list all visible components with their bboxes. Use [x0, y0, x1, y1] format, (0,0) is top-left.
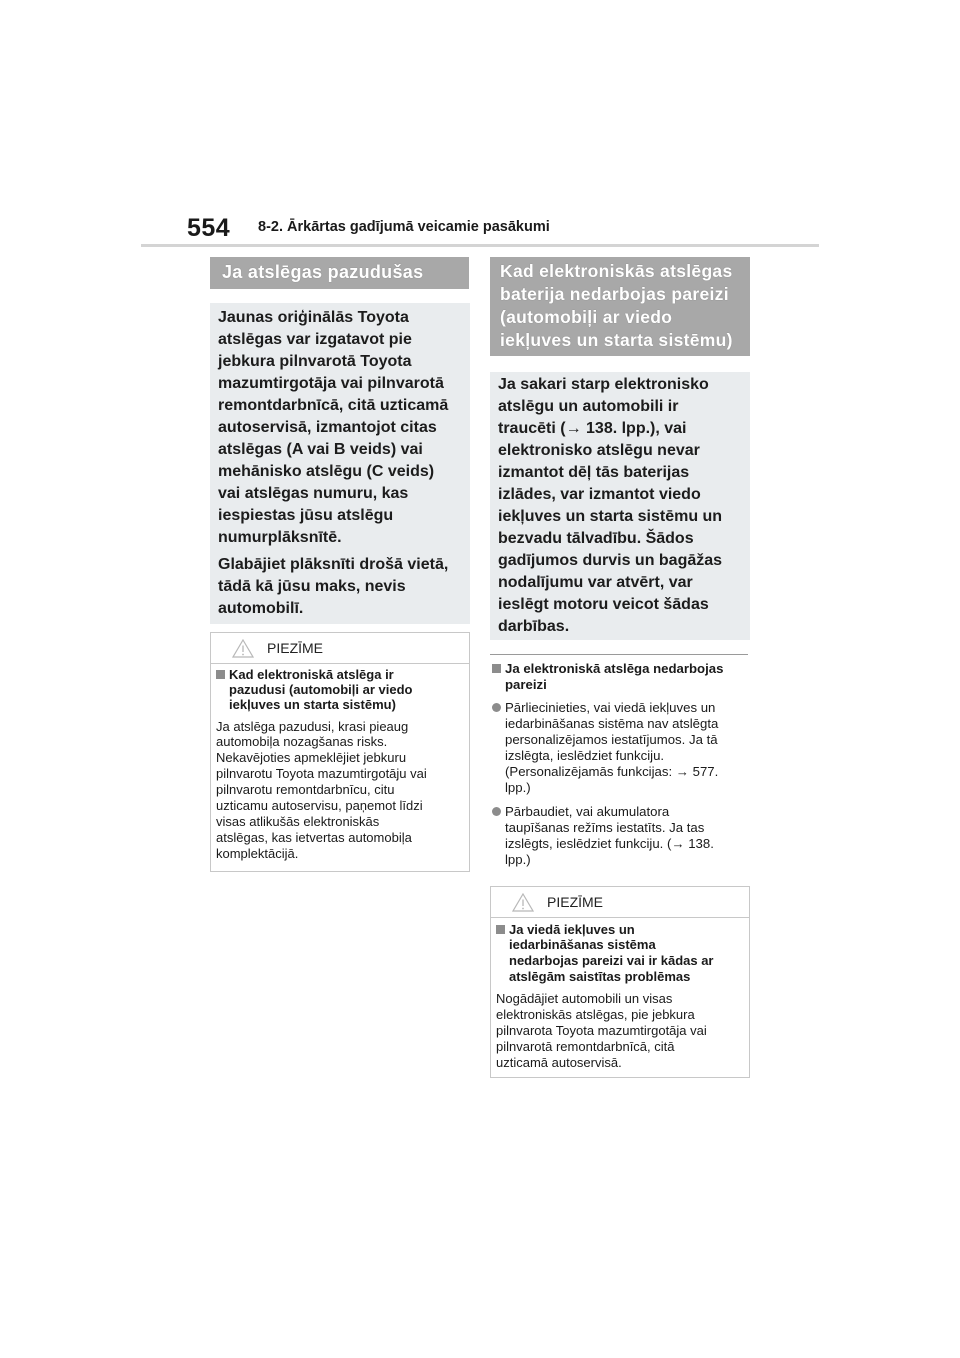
banner-line: iekļuves un starta sistēmu)	[500, 330, 733, 350]
round-bullet-icon	[492, 703, 501, 712]
notice-title: PIEZĪME	[267, 640, 324, 656]
notice-heading-line: atslēgām saistītas problēmas	[509, 969, 691, 984]
notice-heading-line: nedarbojas pareizi vai ir kādas ar	[509, 953, 714, 968]
warning-triangle-icon	[232, 639, 254, 658]
bullet-line: Pārbaudiet, vai akumulatora	[505, 804, 670, 819]
lost-keys-info-box	[210, 303, 470, 624]
info-line: vai atslēgas numuru, kas	[218, 485, 409, 502]
battery-info-box	[490, 372, 750, 640]
square-bullet-icon	[496, 925, 505, 934]
lost-keys-title: Ja atslēgas pazudušas	[222, 262, 424, 282]
notice-body-line: elektroniskās atslēgas, pie jebkura	[496, 1007, 695, 1022]
banner-line: (automobiļi ar viedo	[500, 307, 673, 327]
notice-heading-line: Kad elektroniskā atslēga ir	[229, 667, 394, 682]
section-heading-line: pareizi	[505, 677, 547, 692]
notice-body-line: Nogādājiet automobili un visas	[496, 991, 673, 1006]
notice-body-line: pilnvarotu Toyota mazumtirgotāju vai	[216, 766, 427, 781]
lost-key-notice	[210, 632, 470, 872]
bullet-line: lpp.)	[505, 852, 531, 867]
square-bullet-icon	[216, 670, 225, 679]
notice-body-line: komplektācijā.	[216, 846, 299, 861]
notice-header	[491, 887, 749, 918]
notice-header	[211, 633, 469, 664]
info-line: automobilī.	[218, 600, 304, 617]
notice-heading-line: Ja viedā iekļuves un	[509, 922, 635, 937]
info-line: izmantot dēļ tās baterijas	[498, 464, 690, 481]
notice-body-line: Nekavējoties apmeklējiet jebkuru	[216, 750, 407, 765]
bullet-line: personalizējamos iestatījumos. Ja tā	[505, 732, 718, 747]
info-line: darbības.	[498, 618, 570, 635]
info-line: mehānisko atslēgu (C veids)	[218, 463, 435, 480]
notice-body-line: uzticamā autoservisā.	[496, 1055, 622, 1070]
info-line: autoservisā, izmantojot citas	[218, 419, 437, 436]
banner-line: Kad elektroniskās atslēgas	[500, 261, 733, 281]
info-line: gadījumos durvis un bagāžas	[498, 552, 723, 569]
notice-title: PIEZĪME	[547, 894, 604, 910]
info-line: atslēgu un automobili ir	[498, 398, 679, 415]
notice-heading-line: pazudusi (automobiļi ar viedo	[229, 682, 413, 697]
smart-system-notice	[490, 886, 750, 1078]
bullet-line: lpp.)	[505, 780, 531, 795]
info-line: Jaunas oriģinālās Toyota	[218, 309, 409, 326]
info-line: remontdarbnīcā, citā uzticamā	[218, 397, 449, 414]
bullet-line: iedarbināšanas sistēma nav atslēgta	[505, 716, 719, 731]
info-line: jebkura pilnvarotā Toyota	[218, 353, 412, 370]
info-line: mazumtirgotāja vai pilnvarotā	[218, 375, 444, 392]
notice-heading-line: iedarbināšanas sistēma	[509, 937, 656, 952]
notice-body-line: Ja atslēga pazudusi, krasi pieaug	[216, 719, 409, 734]
info-line: numurplāksnītē.	[218, 529, 342, 546]
round-bullet-icon	[492, 807, 501, 816]
warning-triangle-icon	[512, 893, 534, 912]
bullet-line: Pārliecinieties, vai viedā iekļuves un	[505, 700, 716, 715]
info-line: Ja sakari starp elektronisko	[498, 376, 709, 393]
notice-body-line: automobiļa nozagšanas risks.	[216, 734, 388, 749]
info-line: elektronisko atslēgu nevar	[498, 442, 700, 459]
bullet-line: izslēgts, ieslēdziet funkciju. (→ 138.	[505, 836, 714, 851]
malfunction-section	[490, 660, 750, 870]
info-line: iespiestas jūsu atslēgu	[218, 507, 394, 524]
banner-line: baterija nedarbojas pareizi	[500, 284, 729, 304]
section-divider	[490, 654, 748, 655]
section-title: 8-2. Ārkārtas gadījumā veicamie pasākumi	[258, 219, 550, 235]
section-heading-line: Ja elektroniskā atslēga nedarbojas	[505, 661, 724, 676]
info-line: iekļuves un starta sistēmu un	[498, 508, 723, 525]
lost-keys-banner	[210, 257, 469, 289]
info-line: traucēti (→ 138. lpp.), vai	[498, 420, 687, 437]
notice-body-line: atslēgas, kas ietvertas automobiļa	[216, 830, 412, 845]
notice-body-line: uzticamu autoservisu, paņemot līdzi	[216, 798, 423, 813]
info-line: bezvadu tālvadību. Šādos	[498, 530, 694, 547]
page-number: 554	[187, 214, 231, 242]
notice-body-line: visas atlikušās elektroniskās	[216, 814, 380, 829]
notice-body-line: pilnvarotā remontdarbnīcā, citā	[496, 1039, 675, 1054]
info-line: nodalījumu var atvērt, var	[498, 574, 693, 591]
notice-heading-line: iekļuves un starta sistēmu)	[229, 697, 396, 712]
square-bullet-icon	[492, 664, 501, 673]
bullet-line: izslēgta, ieslēdziet funkciju.	[505, 748, 665, 763]
info-line: atslēgas (A vai B veids) vai	[218, 441, 423, 458]
info-line: izlādes, var izmantot viedo	[498, 486, 701, 503]
notice-body-line: pilnvarota Toyota mazumtirgotāja vai	[496, 1023, 707, 1038]
bullet-line: taupīšanas režīms iestatīts. Ja tas	[505, 820, 705, 835]
info-line: ieslēgt motoru veicot šādas	[498, 596, 709, 613]
info-line: tādā kā jūsu maks, nevis	[218, 578, 406, 595]
header-rule	[141, 244, 819, 247]
notice-body-line: pilnvarotu remontdarbnīcu, citu	[216, 782, 395, 797]
info-line: atslēgas var izgatavot pie	[218, 331, 412, 348]
bullet-line: (Personalizējamās funkcijas: → 577.	[505, 764, 719, 779]
battery-issue-banner	[490, 257, 750, 356]
info-line: Glabājiet plāksnīti drošā vietā,	[218, 556, 449, 573]
